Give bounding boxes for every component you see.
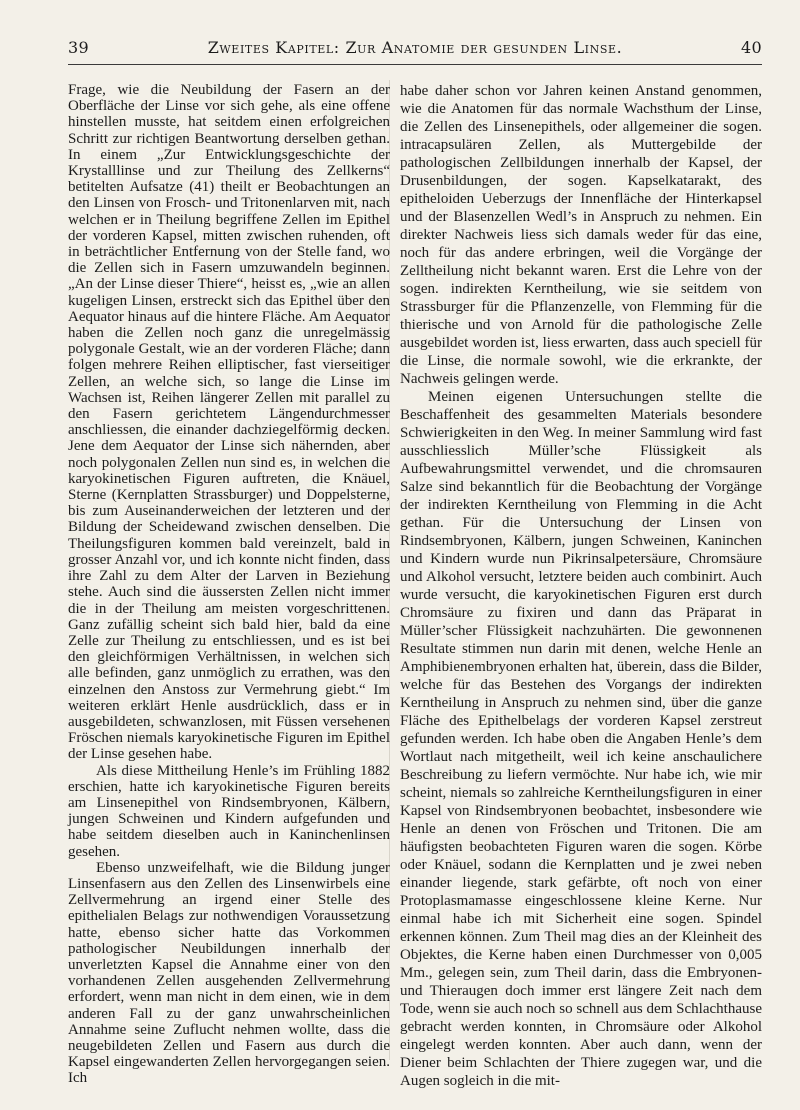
paragraph: habe daher schon vor Jahren keinen Anstand genommen, wie die Anatomen für das normale Wachsthum der Linse, die Zellen des Linsenepithels, oder allgemeiner die sogen. intracapsulären Zellen, als Muttergebilde der pathologischen Zellbildungen innerhalb der Kapsel, der Drusenbildungen, der sogen. Kapselkatarakt, des epitheloiden Ueberzugs der Innenfläche der Hinterkapsel und der Blasenzellen Wedl’s in Anspruch zu nehmen. Ein direkter Nachweis liess sich damals weder für das eine, noch für das andere erbringen, weil die Vorgänge der Zelltheilung nicht bekannt waren. Erst die Lehre von der sogen. indirekten Kerntheilung, wie sie seitdem von Strassburger für die Pflanzenzelle, von Flemming für die thierische und von Arnold für die pathologische Zelle ausgebildet worden ist, liess erwarten, dass auch speciell für die Linse, die normale sowohl, wie die erkrankte, der Nachweis gelingen werde.	[400, 83, 762, 387]
header-rule	[68, 64, 762, 65]
paragraph: Ebenso unzweifelhaft, wie die Bildung junger Linsenfasern aus den Zellen des Linsenwirbels eine Zellvermehrung an irgend einer Stelle des epithelialen Belags zur nothwendigen Voraussetzung hatte, ebenso sicher hatte das Vorkommen pathologischer Neubildungen innerhalb der unverletzten Kapsel die Annahme einer von den vorhandenen Zellen ausgehenden Zellvermehrung erfordert, wenn man nicht in dem einen, wie in dem anderen Fall zu der ganz unwahrscheinlichen Annahme seine Zuflucht nehmen wollte, dass die neugebildeten Zellen und Fasern aus durch die Kapsel eingewanderten Zellen hervorgegangen seien. Ich	[68, 859, 390, 1087]
right-column	[400, 82, 762, 1090]
paragraph: Meinen eigenen Untersuchungen stellte die Beschaffenheit des gesammelten Materials besondere Schwierigkeiten in den Weg. In meiner Sammlung wird fast ausschliesslich Müller’sche Flüssigkeit als Aufbewahrungsmittel verwendet, und die chromsauren Salze sind bekanntlich für die Beobachtung der Vorgänge der indirekten Kerntheilung von Flemming in die Acht gethan. Für die Untersuchung der Linsen von Rindsembryonen, Kälbern, jungen Schweinen, Kaninchen und Kindern wurde nun Pikrinsalpetersäure, Chromsäure und Alkohol versucht, letztere beiden auch combinirt. Auch wurde versucht, die karyokinetischen Figuren erst durch Chromsäure zu fixiren und dann das Präparat in Müller’scher Flüssigkeit nachzuhärten. Die gewonnenen Resultate stimmen nun darin mit denen, welche Henle an Amphibienembryonen erhalten hat, überein, dass die Bilder, welche für das Bestehen des Vorgangs der indirekten Kerntheilung in Anspruch zu nehmen sind, über die ganze Fläche des Epithelbelags der vorderen Kapsel zerstreut gefunden werden. Ich habe oben die Angaben Henle’s dem Wortlaut nach mitgetheilt, weil ich keine anschaulichere Beschreibung zu liefern vermöchte. Nur habe ich, wie mir scheint, niemals so zahlreiche Kerntheilungsfiguren in einer Kapsel von Rindsembryonen beobachtet, insbesondere wie Henle an denen von Fröschen und Tritonen. Die am häufigsten beobachteten Figuren waren die sogen. Körbe oder Knäuel, sodann die Kernplatten und je zwei neben einander liegende, stark gefärbte, oft noch von einer Protoplasmamasse eingeschlossene kleine Kerne. Nur einmal habe ich mit Sicherheit eine sogen. Spindel erkennen können. Zum Theil mag dies an der Kleinheit des Objektes, die Kerne haben einen Durchmesser von 0,005 Mm., gelegen sein, zum Theil darin, dass die Embryonen- und Thieraugen doch immer erst längere Zeit nach dem Tode, wenn sie auch noch so schnell aus dem Schlachthause gebracht werden konnten, in Chromsäure oder Alkohol eingelegt werden konnten. Aber auch dann, wenn der Diener beim Schlachten der Thiere zugegen war, und die Augen sogleich in die mit-	[400, 389, 762, 1089]
chapter-title: Zweites Kapitel: Zur Anatomie der gesunden Linse.	[207, 38, 623, 57]
paragraph: Frage, wie die Neubildung der Fasern an der Oberfläche der Linse vor sich gehe, als eine offene hinstellen musste, hat seitdem einen erfolgreichen Schritt zur richtigen Beantwortung derselben gethan. In einem „Zur Entwicklungsgeschichte der Krystalllinse und zur Theilung des Zellkerns“ betitelten Aufsatze (41) theilt er Beobachtungen an den Linsen von Frosch- und Tritonenlarven mit, nach welchen er in Theilung begriffene Zellen im Epithel der vorderen Kapsel, mitten zwischen ruhenden, oft in beträchtlicher Entfernung von der Stelle fand, wo die Zellen sich in Fasern umzuwandeln beginnen. „An der Linse dieser Thiere“, heisst es, „wie an allen kugeligen Linsen, erstreckt sich das Epithel über den Aequator hinaus auf die hintere Fläche. Am Aequator haben die Zellen noch ganz die unregelmässig polygonale Gestalt, wie an der vorderen Fläche; dann folgen mehrere Reihen elliptischer, fast vierseitiger Zellen, an welche sich, so lange die Linse im Wachsen ist, Reihen längerer Zellen mit parallel zu den Fasern gerichtetem Längendurchmesser anschliessen, die einander dachziegelförmig decken. Jene dem Aequator der Linse sich nähernden, aber noch polygonalen Zellen nun sind es, in welchen die karyokinetischen Figuren auftreten, die Knäuel, Sterne (Kernplatten Strassburger) und Doppelsterne, bis zum Auseinanderweichen der letzteren und der Bildung der Scheidewand zwischen denselben. Die Theilungsfiguren kommen bald vereinzelt, bald in grosser Anzahl vor, und ich konnte nicht finden, dass ihre Zahl zu dem Alter der Larven in Beziehung stehe. Auch sind die äussersten Zellen nicht immer die in der Theilung am meisten vorgeschrittenen. Ganz zufällig scheint sich bald hier, bald da eine Zelle zur Theilung zu entschliessen, und es ist bei den gleichförmigen Verhältnissen, in welchen sich alle befinden, ganz unmöglich zu errathen, was den einzelnen den Anstoss zur Vermehrung giebt.“ Im weiteren erklärt Henle ausdrücklich, dass er in ausgebildeten, schwanzlosen, mit Füssen versehenen Fröschen niemals karyokinetische Figuren im Epithel der Linse gesehen habe.	[68, 82, 390, 763]
left-column	[68, 82, 390, 1087]
page-number-left: 39	[68, 38, 89, 57]
running-header	[68, 38, 762, 64]
paragraph: Als diese Mittheilung Henle’s im Frühling 1882 erschien, hatte ich karyokinetische Figuren bereits am Linsenepithel von Rindsembryonen, Kälbern, jungen Schweinen und Kindern aufgefunden und habe seitdem dieselben auch in Kaninchenlinsen gesehen.	[68, 762, 390, 860]
page-number-right: 40	[741, 38, 762, 57]
